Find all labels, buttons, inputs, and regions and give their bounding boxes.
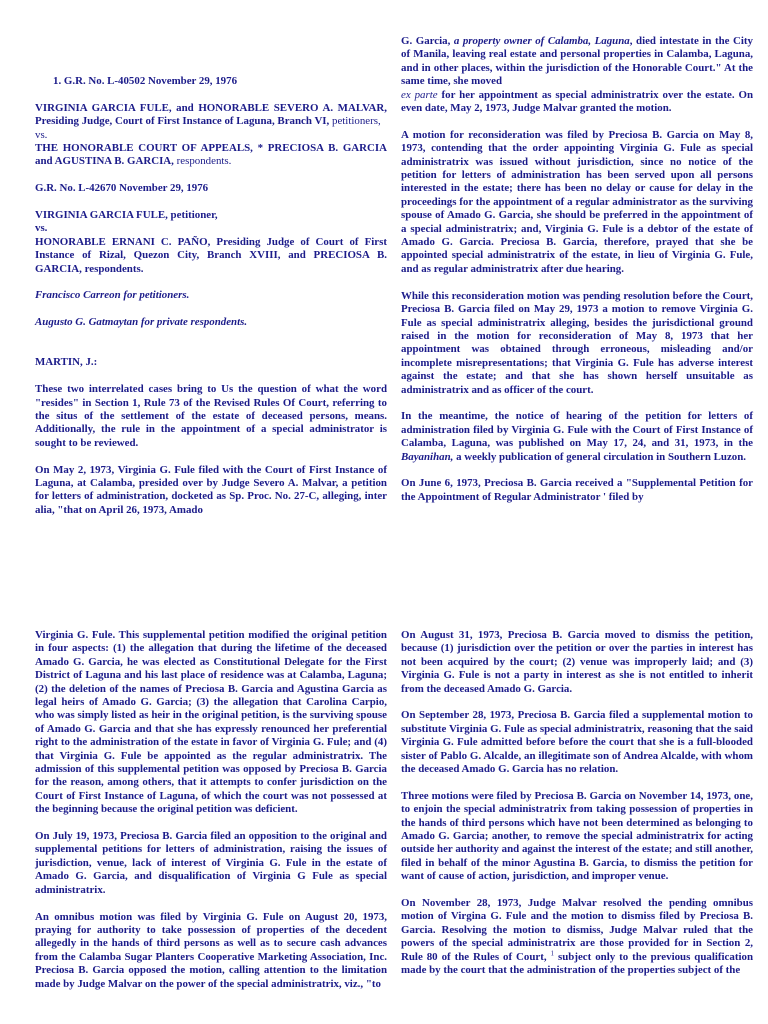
document-page-2: [0, 620, 768, 1024]
paragraph: An omnibus motion was filed by Virginia G. Fule on August 20, 1973, praying for authority to take possession of properties of the decedent allegedly in the hands of third persons as well as to secure cash advances from the Calamba Sugar Planters Cooperative Marketing Association, Inc. Preciosa B. Garcia opposed the motion, calling attention to the limitation made by Judge Malvar on the power of the special administratrix, viz., "to: [35, 910, 387, 990]
paragraph: On November 28, 1973, Judge Malvar resolved the pending omnibus motion of Virgina G. Fule and the motion to dismiss filed by Preciosa B. Garcia. Resolving the motion to dismiss, Judge Malvar ruled that the powers of the special administratrix are those provided for in Section 2, Rule 80 of the Rules of Court, $^1$ subject only to the previous qualification made by the court that the administration of the properties subject of the: [401, 897, 753, 977]
page2-left-column: [35, 629, 387, 1004]
case-number-2: G.R. No. L-42670 November 29, 1976: [35, 182, 209, 195]
versus-2: vs.: [35, 222, 48, 235]
paragraph: On May 2, 1973, Virginia G. Fule filed with the Court of First Instance of Laguna, at Calamba, presided over by Judge Severo A. Malvar, a petition for letters of administration, docketed as Sp. Proc. No. 27-C, alleging, inter alia, "that on April 26, 1973, Amado: [35, 463, 387, 516]
versus-1: vs.: [35, 128, 48, 141]
counsel-respondents: Augusto G. Gatmaytan for private respondents.: [35, 316, 248, 329]
paragraph: Virginia G. Fule. This supplemental petition modified the original petition in four aspects: (1) the allegation that during the lifetime of the deceased Amado G. Garcia, he was elected as Constitutional Delegate for the First District of Laguna and his last place of residence was at Calamba, Laguna; (2) the deletion of the names of Preciosa B. Garcia and Agustina Garcia as legal heirs of Amado G. Garcia; (3) the allegation that Carolina Carpio, who was simply listed as heir in the original petition, is the surviving spouse of Amado G. Garcia and that she has expressly renounced her preferential right to the administration of the estate in favor of Virginia G. Fule; and (4) that Virginia G. Fule be appointed as the regular administratrix. The admission of this supplemental petition was opposed by Preciosa B. Garcia for the reason, among others, that it attempts to confer jurisdiction on the Court of First Instance of Laguna, of which the court was not possessed at the beginning because the original petition was deficient.: [35, 629, 387, 816]
footnote-marker[interactable]: 1: [550, 949, 555, 958]
paragraph: On September 28, 1973, Preciosa B. Garcia filed a supplemental motion to substitute Virginia G. Fule as special administratrix, reasoning that the said Virginia G. Fule admitted before before the court that she is a full-blooded sister of Pablo G. Alcalde, an illegitimate son of Andrea Alcalde, with whom the deceased Amado G. Garcia has no relation.: [401, 709, 753, 776]
paragraph: G. Garcia, a property owner of Calamba, Laguna, died intestate in the City of Manila, leaving real estate and personal properties in Calamba, Laguna, and in other places, within the jurisdiction of the Honorable Court." At the same time, she moved ex parte for her appointment as special administratrix over the estate. On even date, May 2, 1973, Judge Malvar granted the motion.: [401, 35, 753, 115]
paragraph: While this reconsideration motion was pending resolution before the Court, Preciosa B. Garcia filed on May 29, 1973 a motion to remove Virginia G. Fule as special administratrix alleging, besides the jurisdictional ground raised in the motion for reconsideration of May 8, 1973 that her appointment was obtained through erroneous, misleading and/or incomplete misrepresentations; that Virginia G. Fule has adverse interest against the estate; and that she has shown herself unsuitable as administratrix and as officer of the court.: [401, 289, 753, 396]
page1-left-column: [35, 75, 387, 531]
parties-block-4: HONORABLE ERNANI C. PAÑO, Presiding Judge of Court of First Instance of Rizal, Quezon City, Branch XVIII, and PRECIOSA B. GARCIA, respondents.: [35, 235, 387, 275]
counsel-petitioners: Francisco Carreon for petitioners.: [35, 289, 190, 302]
page2-right-column: [401, 629, 753, 991]
paragraph: A motion for reconsideration was filed by Preciosa B. Garcia on May 8, 1973, contending that the order appointing Virginia G. Fule as special administratrix was issued without jurisdiction, since no notice of the petition for letters of administration has been served upon all persons interested in the estate; there has been no delay or cause for delay in the proceedings for the appointment of a regular administrator as the surviving spouse of Amado G. Garcia, she should be preferred in the appointment of a special administratrix; and, Virginia G. Fule is a debtor of the estate of Amado G. Garcia. Preciosa B. Garcia, therefore, prayed that she be appointed special administratrix of the estate, in lieu of Virginia G. Fule, and as regular administratrix after due hearing.: [401, 128, 753, 275]
paragraph: Three motions were filed by Preciosa B. Garcia on November 14, 1973, one, to enjoin the special administratrix from taking possession of properties in the hands of third persons which have not been determined as belonging to Amado G. Garcia; another, to remove the special administratrix for acting outside her authority and against the interest of the estate; and still another, filed in behalf of the minor Agustina B. Garcia, to dismiss the petition for want of cause of action, jurisdiction, and improper venue.: [401, 789, 753, 883]
paragraph: On August 31, 1973, Preciosa B. Garcia moved to dismiss the petition, because (1) jurisdiction over the petition or over the parties in interest has not been acquired by the court; (2) venue was improperly laid; and (3) Virginia G. Fule is not a party in interest as she is not entitled to inherit from the deceased Amado G. Garcia.: [401, 629, 753, 695]
paragraph: On July 19, 1973, Preciosa B. Garcia filed an opposition to the original and supplemental petitions for letters of administration, raising the issues of jurisdiction, venue, lack of interest of Virginia G. Fule in the estate of Amado G. Garcia, and disqualification of Virginia G Fule as special administratrix.: [35, 830, 387, 896]
paragraph: These two interrelated cases bring to Us the question of what the word "resides" in Section 1, Rule 73 of the Revised Rules Of Court, referring to the situs of the settlement of the estate of deceased persons, means. Additionally, the rule in the appointment of a special administrator is sought to be reviewed.: [35, 383, 387, 449]
case-number-1: 1. G.R. No. L-40502 November 29, 1976: [53, 75, 238, 87]
parties-block-1: VIRGINIA GARCIA FULE, and HONORABLE SEVERO A. MALVAR, Presiding Judge, Court of First Instance of Laguna, Branch VI, petitioners,: [35, 101, 387, 128]
paragraph: In the meantime, the notice of hearing of the petition for letters of administration filed by Virginia G. Fule with the Court of First Instance of Calamba, Laguna, was published on May 17, 24, and 31, 1973, in the Bayanihan, a weekly publication of general circulation in Southern Luzon.: [401, 410, 753, 463]
parties-block-3: VIRGINIA GARCIA FULE, petitioner,: [35, 209, 218, 222]
page1-right-column: [401, 35, 753, 518]
ponente: MARTIN, J.:: [35, 356, 98, 369]
paragraph: On June 6, 1973, Preciosa B. Garcia received a "Supplemental Petition for the Appointment of Regular Administrator ' filed by: [401, 477, 753, 503]
parties-block-2: THE HONORABLE COURT OF APPEALS, * PRECIOSA B. GARCIA and AGUSTINA B. GARCIA, respondents.: [35, 142, 387, 168]
